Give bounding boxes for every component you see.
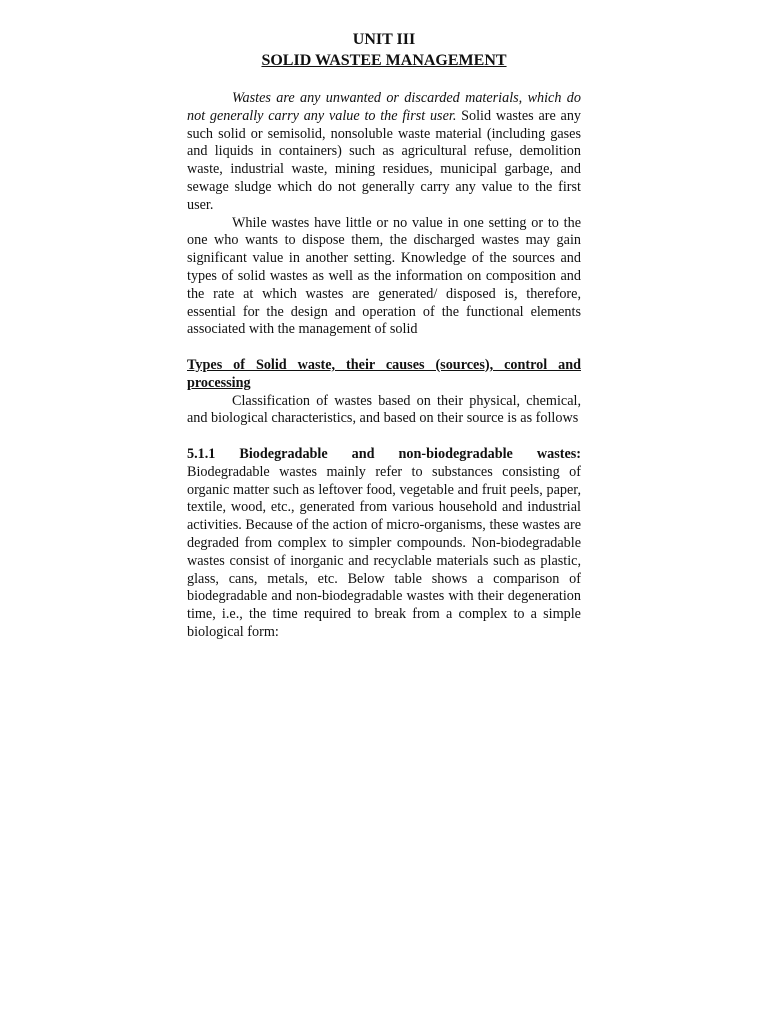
document-content bbox=[187, 29, 581, 642]
unit-title: UNIT III bbox=[352, 31, 416, 48]
waste-definition: Wastes are any unwanted or discarded materials, which do not generally carry any value to the first user. bbox=[187, 90, 581, 124]
subsection-heading: 5.1.1 Biodegradable and non-biodegradable wastes: bbox=[187, 445, 581, 462]
intro-paragraph bbox=[187, 90, 581, 215]
page-title-text: SOLID WASTEE MANAGEMENT bbox=[261, 52, 507, 69]
classification-paragraph: Classification of wastes based on their physical, chemical, and biological characteristics, and based on their source is as follows bbox=[187, 392, 581, 427]
biodegradable-paragraph bbox=[187, 446, 581, 642]
solid-waste-definition: Solid wastes are any such solid or semisolid, nonsoluble waste material (including gases and liquids in containers) such as agricultural refuse, demolition waste, industrial waste, mining residues, municipal garbage, and sewage sludge which do not generally carry any value to the first user. bbox=[187, 107, 582, 213]
section-heading: Types of Solid waste, their causes (sources), control and processing bbox=[187, 356, 581, 391]
value-paragraph: While wastes have little or no value in one setting or to the one who wants to dispose them, the discharged wastes may gain significant value in another setting. Knowledge of the sources and types of solid wastes as well as the information on composition and the rate at which wastes are generated/ disposed is, therefore, essential for the design and operation of the functional elements associated with the management of solid bbox=[187, 214, 581, 338]
subsection-body: Biodegradable wastes mainly refer to substances consisting of organic matter such as leftover food, vegetable and fruit peels, paper, textile, wood, etc., generated from various household and industrial activities. Because of the action of micro-organisms, these wastes are degraded from complex to simpler compounds. Non-biodegradable wastes consist of inorganic and recyclable materials such as plastic, glass, cans, metals, etc. Below table shows a comparison of biodegradable and non-biodegradable wastes with their degeneration time, i.e., the time required to break from a complex to a simple biological form: bbox=[187, 463, 581, 640]
page-title bbox=[187, 50, 581, 71]
